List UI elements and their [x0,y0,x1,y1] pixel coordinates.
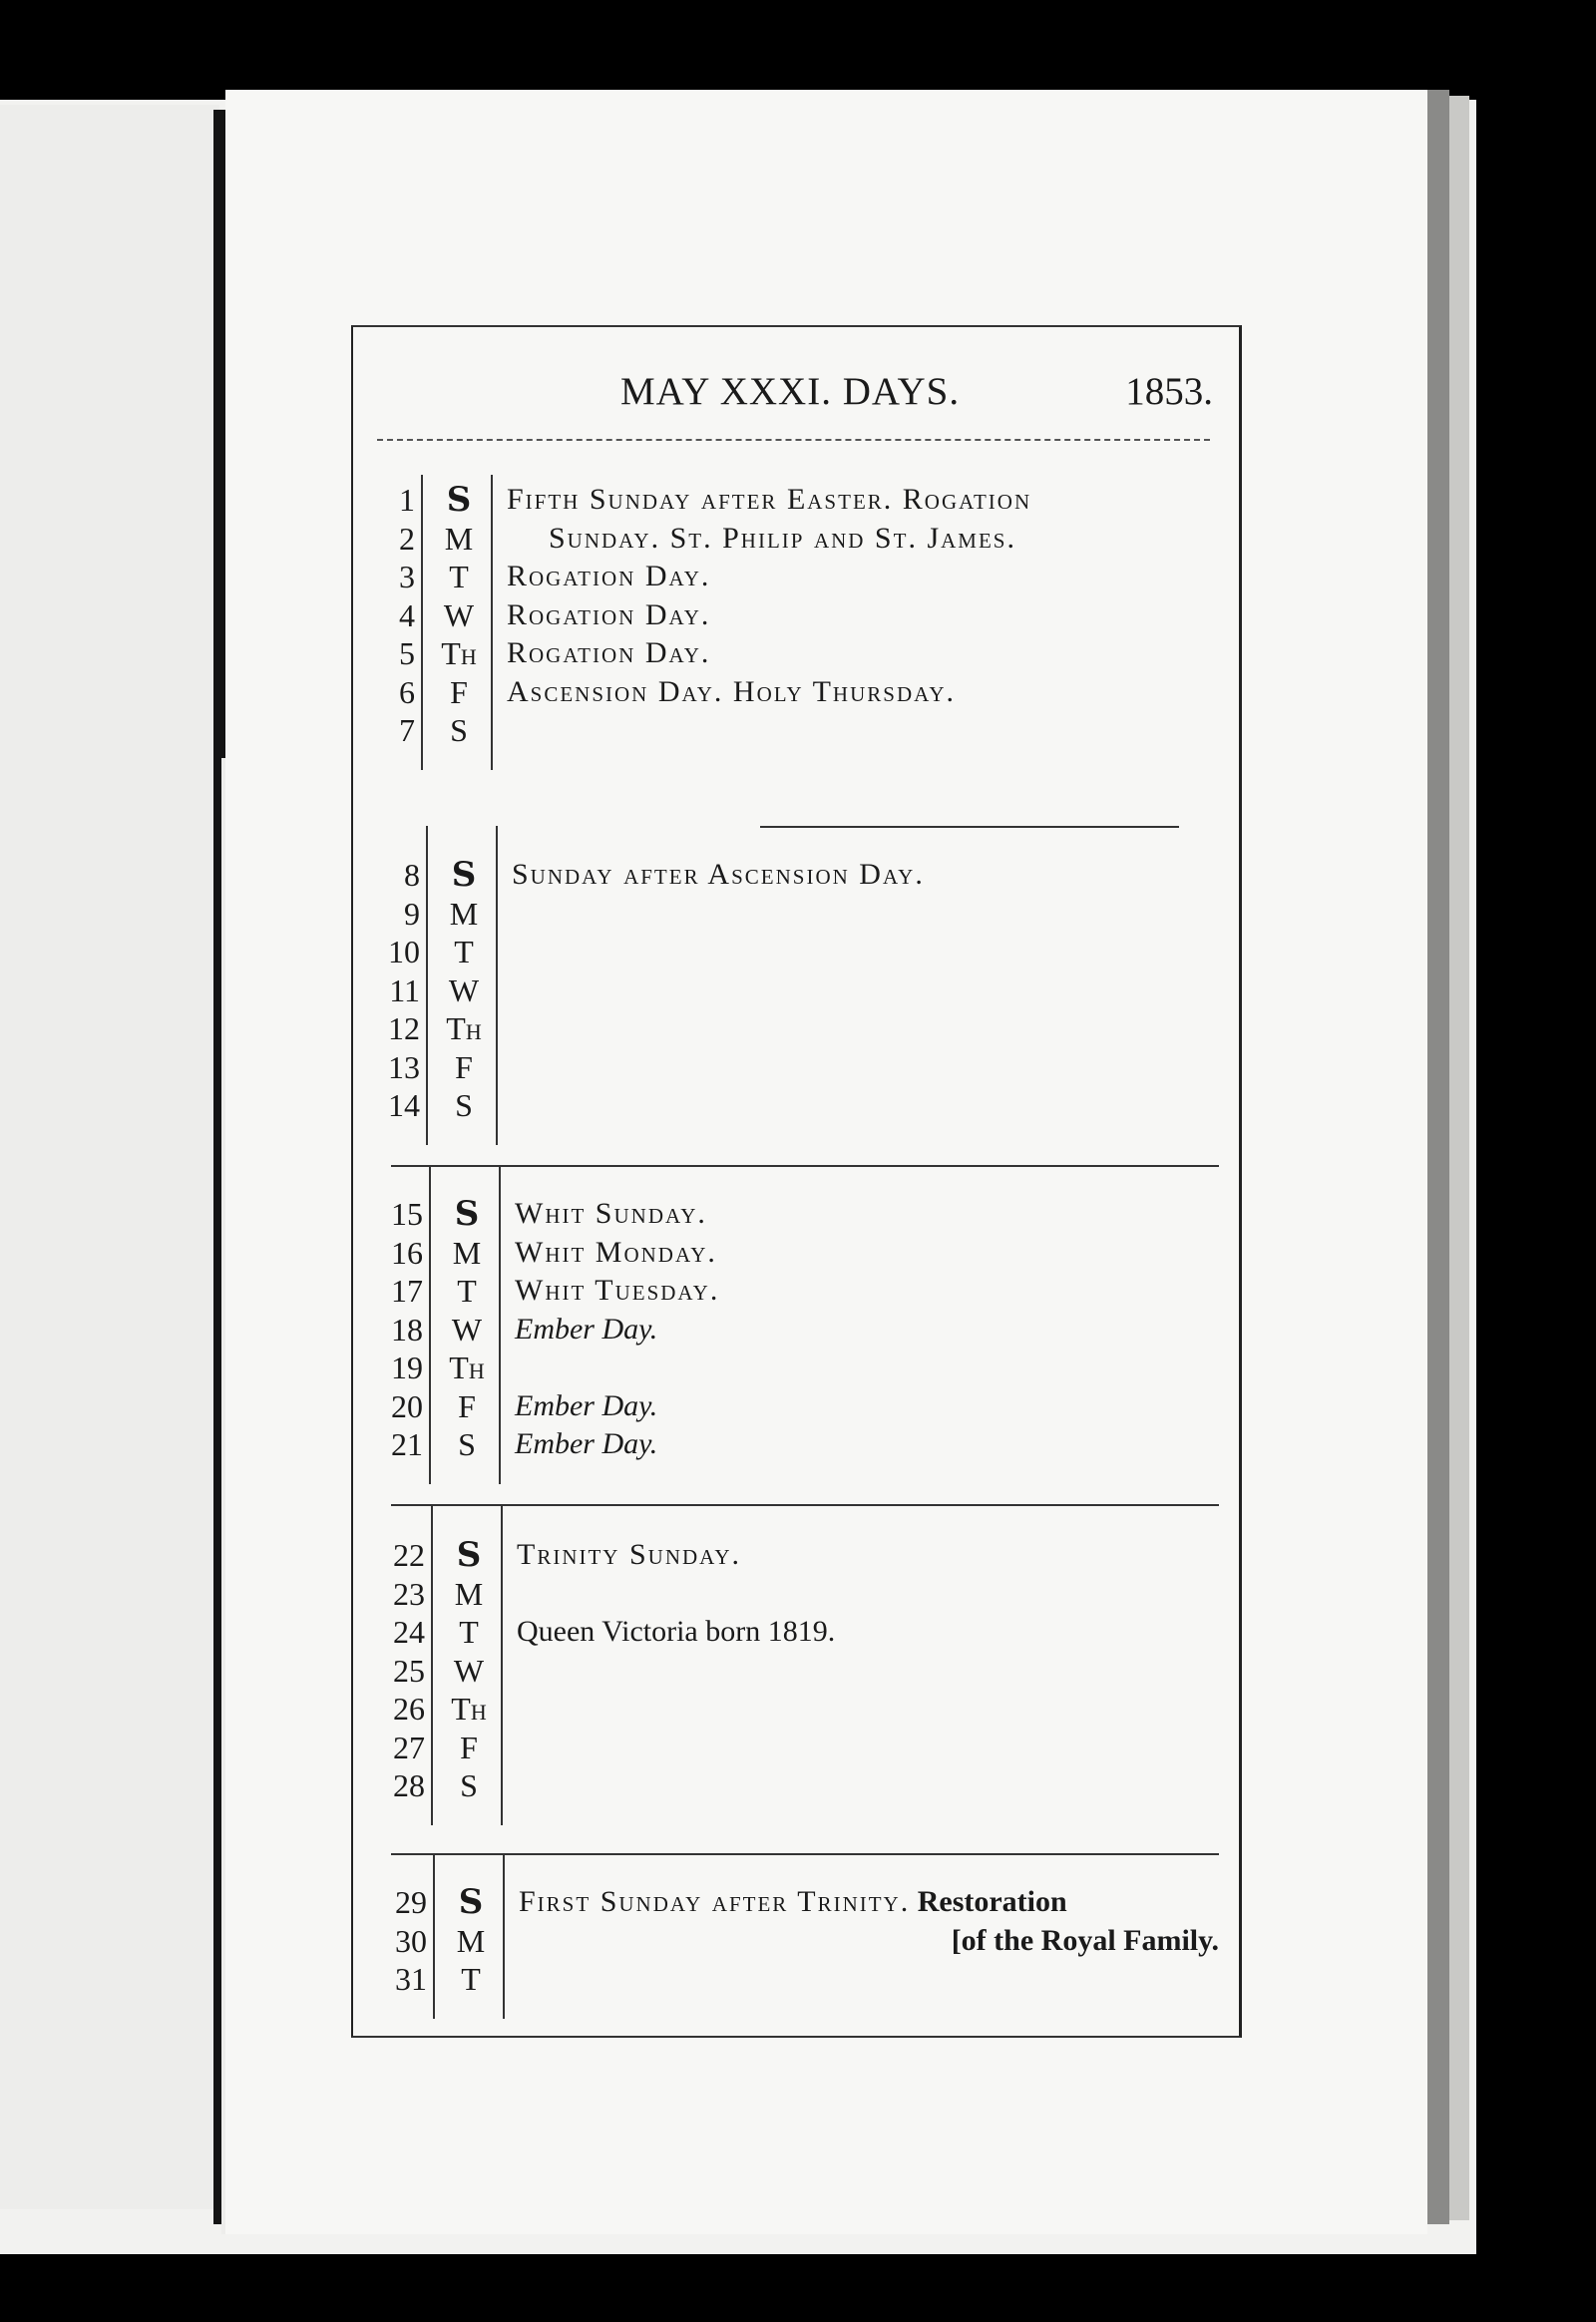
calendar-frame [351,325,1242,2038]
day-number: 11 [389,971,420,1008]
header-rule [377,439,1210,447]
calendar-header [353,369,1239,419]
event-text: Rogation Day. [507,597,711,631]
day-number: 10 [388,934,420,969]
day-column-rule [426,826,428,1145]
weekday-letter: M [444,520,474,557]
left-page [0,105,219,2209]
weekday-letter: F [455,1048,473,1085]
weekday-letter: S [455,1087,473,1123]
sunday-letter: S [446,480,472,520]
weekday-letter: W [443,596,475,633]
event-text: Ember Day. [515,1427,658,1460]
weekday-letter: T [457,1273,477,1309]
day-number: 4 [399,596,415,633]
weekday-letter: S [450,712,468,748]
day-number: 19 [391,1350,423,1385]
day-number: 17 [391,1273,423,1309]
day-number: 13 [388,1048,420,1085]
weekday-letter: S [460,1767,478,1803]
day-number: 26 [393,1691,425,1727]
week-block [371,1195,1229,1484]
week-separator [391,1504,1219,1506]
weekday-column-rule [496,826,498,1145]
event-text: Ember Day. [515,1312,658,1346]
event-text: Trinity Sunday. [517,1538,742,1571]
week-block [371,856,1229,1145]
day-number: 5 [399,635,415,671]
weekday-letter: W [448,971,480,1008]
sunday-letter: S [451,855,477,895]
day-number: 16 [391,1234,423,1271]
event-text: Whit Monday. [515,1235,717,1269]
day-number: 15 [391,1196,423,1232]
weekday-letter: M [456,1922,486,1959]
day-number: 29 [395,1884,427,1920]
day-number: 14 [388,1087,420,1123]
day-number: 12 [388,1010,420,1046]
page-edge [1449,96,1469,2220]
weekday-letter: T [454,934,474,969]
day-number: 28 [393,1767,425,1803]
weekday-letter: F [458,1387,476,1424]
weekday-letter: W [451,1311,483,1348]
weekday-letter: M [449,895,479,932]
weekday-letter: TH [449,1350,485,1385]
weekday-letter: T [461,1961,481,1997]
week-block [371,481,1229,770]
weekday-letter: S [458,1426,476,1462]
day-number: 27 [393,1729,425,1765]
year-label: 1853. [1125,370,1213,413]
event-text: Fifth Sunday after Easter. Rogation [507,483,1032,516]
weekday-letter: M [454,1575,484,1612]
event-text: Queen Victoria born 1819. [517,1615,836,1648]
day-number: 3 [399,559,415,594]
weekday-letter: T [459,1614,479,1650]
event-text: Rogation Day. [507,560,711,592]
day-number: 6 [399,673,415,710]
weekday-letter: TH [446,1010,482,1046]
sunday-letter: S [454,1194,480,1234]
event-text: Sunday after Ascension Day. [512,858,925,891]
weekday-letter: TH [441,635,477,671]
day-number: 31 [395,1961,427,1997]
event-text: Whit Sunday. [515,1197,707,1230]
week-block [371,1536,1229,1825]
day-number: 1 [399,482,415,518]
weekday-letter: W [453,1652,485,1689]
week-block [371,1883,1229,2019]
event-text: First Sunday after Trinity. Restoration [519,1885,1067,1918]
day-number: 24 [393,1614,425,1650]
weekday-letter: T [449,559,469,594]
day-column-rule [421,475,423,770]
day-number: 20 [391,1387,423,1424]
event-text: [of the Royal Family. [951,1923,1219,1957]
sunday-letter: S [458,1882,484,1922]
page-title: MAY XXXI. DAYS. [620,370,961,413]
day-number: 21 [391,1426,423,1462]
day-column-rule [429,1165,431,1484]
weekday-column-rule [501,1504,503,1825]
weekday-column-rule [491,475,493,770]
day-number: 23 [393,1575,425,1612]
weekday-column-rule [503,1853,505,2019]
event-text: Ember Day. [515,1388,658,1422]
event-text: Whit Tuesday. [515,1274,720,1307]
sunday-letter: S [456,1535,482,1575]
day-number: 9 [404,895,420,932]
day-number: 30 [395,1922,427,1959]
weekday-letter: TH [451,1691,487,1727]
day-number: 2 [399,520,415,557]
day-number: 22 [393,1537,425,1573]
day-number: 7 [399,712,415,748]
page-edge-shadow [1427,90,1449,2224]
event-text: Sunday. St. Philip and St. James. [549,521,1016,555]
day-number: 18 [391,1311,423,1348]
event-text: Rogation Day. [507,636,711,669]
week-separator [391,1165,1219,1167]
weekday-letter: F [450,673,468,710]
day-column-rule [433,1853,435,2019]
week-separator [760,826,1179,828]
weekday-letter: M [452,1234,482,1271]
day-number: 25 [393,1652,425,1689]
weekday-letter: F [460,1729,478,1765]
event-text: Ascension Day. Holy Thursday. [507,674,957,708]
day-column-rule [431,1504,433,1825]
weekday-column-rule [499,1165,501,1484]
day-number: 8 [404,857,420,893]
week-separator [391,1853,1219,1855]
